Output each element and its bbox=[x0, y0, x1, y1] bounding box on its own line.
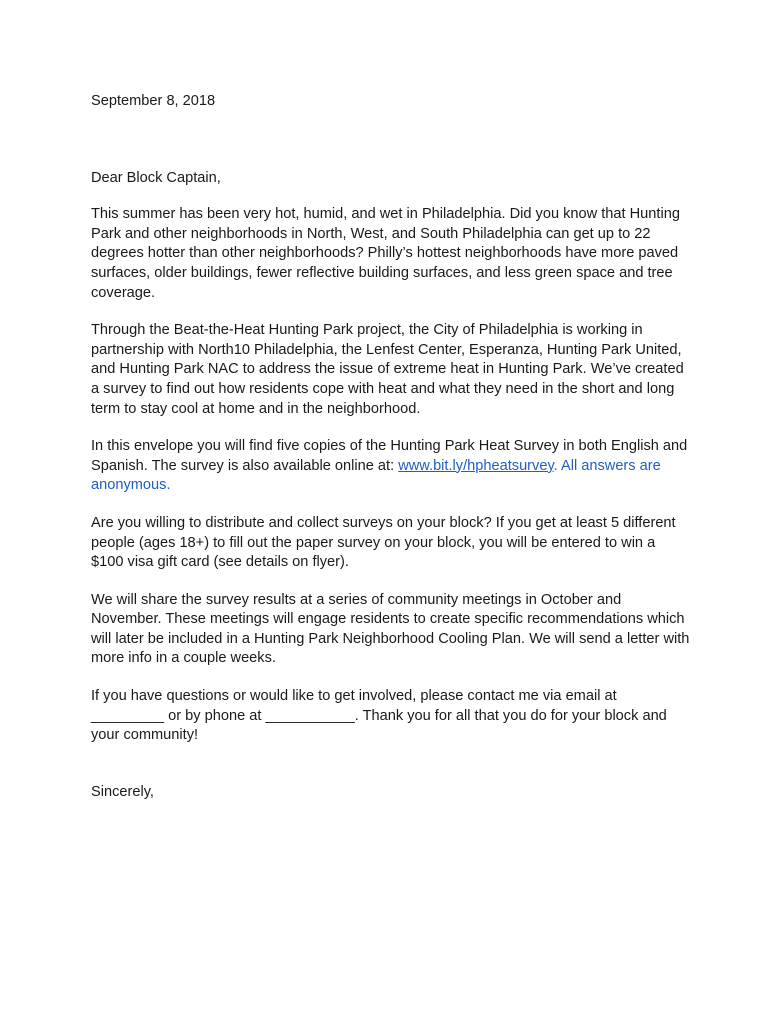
letter-date: September 8, 2018 bbox=[91, 93, 216, 109]
paragraph-heat-intro: This summer has been very hot, humid, and wet in Philadelphia. Did you know that Hunting Park and other neighborhoods in North, West, and South Philadelphia can get up to 22 degrees hotter than other neighborhoods? Philly’s hottest neighborhoods have more paved surfaces, older buildings, fewer reflective building surfaces, and less green space and tree coverage. bbox=[91, 206, 680, 301]
paragraph-contact: If you have questions or would like to get involved, please contact me via email at _________ or by phone at ___________. Thank you for all that you do for your block and your community! bbox=[91, 688, 667, 744]
paragraph-distribute-request: Are you willing to distribute and collect surveys on your block? If you get at least 5 different people (ages 18+) to fill out the paper survey on your block, you will be entered to win a $100 visa gift card (see details on flyer). bbox=[91, 514, 676, 571]
letter-body bbox=[91, 92, 691, 802]
survey-link[interactable]: www.bit.ly/hpheatsurvey bbox=[398, 457, 554, 474]
salutation: Dear Block Captain, bbox=[91, 169, 221, 186]
anonymous-note: . All answers are anonymous. bbox=[91, 457, 661, 494]
paragraph-survey-availability bbox=[91, 437, 691, 496]
paragraph-community-meetings: We will share the survey results at a series of community meetings in October and November. These meetings will engage residents to create specific recommendations which will later be included in a Hunting Park Neighborhood Cooling Plan. We will send a letter with more info in a couple weeks. bbox=[91, 591, 690, 667]
survey-text: In this envelope you will find five copies of the Hunting Park Heat Survey in both English and Spanish. The survey is also available online at: bbox=[91, 438, 688, 474]
closing: Sincerely, bbox=[91, 783, 154, 800]
paragraph-project-partnership: Through the Beat-the-Heat Hunting Park project, the City of Philadelphia is working in partnership with North10 Philadelphia, the Lenfest Center, Esperanza, Hunting Park United, and Hunting Park NAC to address the issue of extreme heat in Hunting Park. We’ve created a survey to find out how residents cope with heat and what they need in the short and long term to stay cool at home and in the neighborhood. bbox=[91, 322, 684, 417]
